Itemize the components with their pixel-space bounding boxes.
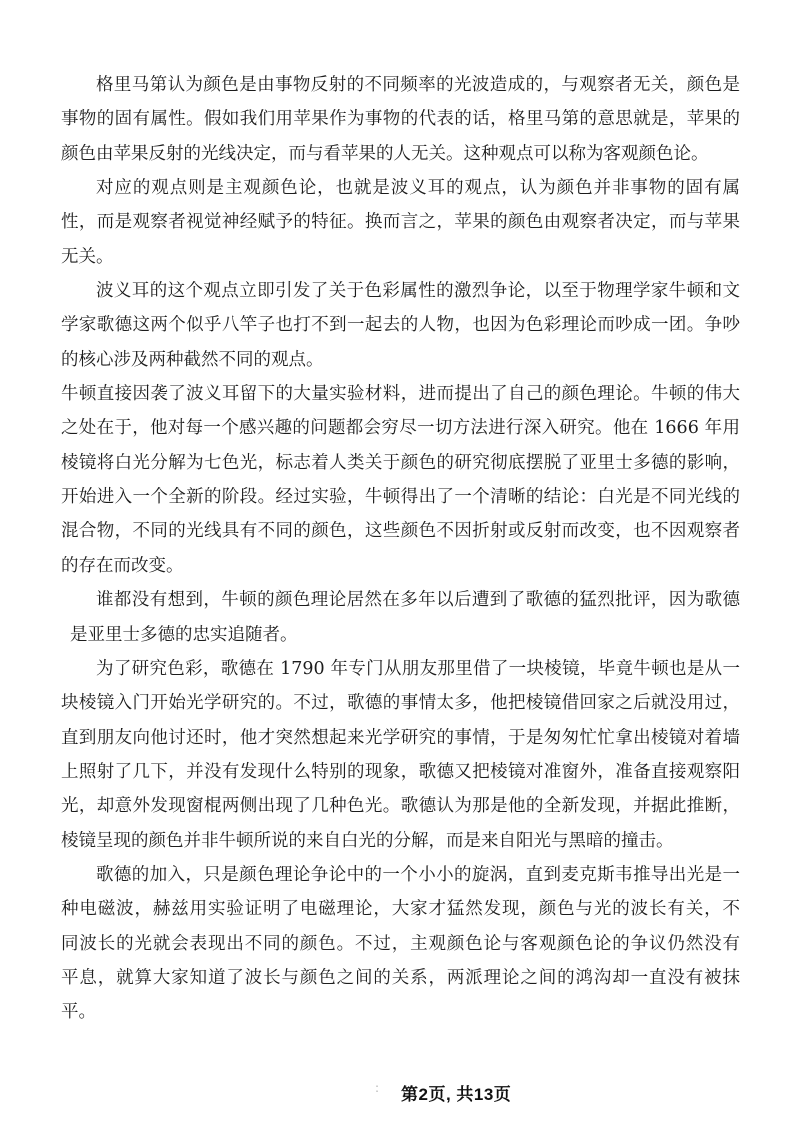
text-line: 的核心涉及两种截然不同的观点。 — [61, 349, 324, 370]
text-line: 种电磁波，赫兹用实验证明了电磁理论，大家才猛然发现，颜色与光的波长有关，不 — [61, 899, 740, 920]
text-line: 学家歌德这两个似乎八竿子也打不到一起去的人物，也因为色彩理论而吵成一团。争吵 — [61, 315, 740, 336]
text-line: 为了研究色彩，歌德在 1790 年专门从朋友那里借了一块棱镜，毕竟牛顿也是从一 — [96, 658, 740, 679]
text-line: 对应的观点则是主观颜色论，也就是波义耳的观点，认为颜色并非事物的固有属 — [96, 178, 740, 199]
page-indicator: 第2页, 共13页 — [401, 1085, 512, 1104]
text-line: 光，却意外发现窗棍两侧出现了几种色光。歌德认为那是他的全新发现，并据此推断， — [61, 796, 740, 817]
text-line: 平。 — [61, 1002, 96, 1023]
text-line: 性，而是观察者视觉神经赋予的特征。换而言之，苹果的颜色由观察者决定，而与苹果 — [61, 212, 740, 233]
text-line: 的存在而改变。 — [61, 555, 184, 576]
page-footer — [0, 1078, 800, 1106]
text-line: 波义耳的这个观点立即引发了关于色彩属性的激烈争论，以至于物理学家牛顿和文 — [96, 281, 740, 302]
text-line: 歌德的加入，只是颜色理论争论中的一个小小的旋涡，直到麦克斯韦推导出光是一 — [96, 864, 740, 885]
text-line: 事物的固有属性。假如我们用苹果作为事物的代表的话，格里马第的意思就是，苹果的 — [61, 109, 740, 130]
text-line: 格里马第认为颜色是由事物反射的不同频率的光波造成的，与观察者无关，颜色是 — [96, 75, 740, 95]
text-line: 牛顿直接因袭了波义耳留下的大量实验材料，进而提出了自己的颜色理论。牛顿的伟大 — [61, 384, 740, 405]
text-line: 颜色由苹果反射的光线决定，而与看苹果的人无关。这种观点可以称为客观颜色论。 — [61, 143, 709, 164]
text-line: 块棱镜入门开始光学研究的。不过，歌德的事情太多，他把棱镜借回家之后就没用过， — [61, 693, 740, 714]
scan-artifact-mark: : — [375, 1081, 380, 1095]
text-line: 无关。 — [61, 246, 114, 267]
text-line: 之处在于，他对每一个感兴趣的问题都会穷尽一切方法进行深入研究。他在 1666 年用 — [61, 418, 740, 439]
text-line: 同波长的光就会表现出不同的颜色。不过，主观颜色论与客观颜色论的争议仍然没有 — [61, 933, 740, 954]
text-line: 开始进入一个全新的阶段。经过实验，牛顿得出了一个清晰的结论：白光是不同光线的 — [61, 487, 740, 508]
text-line: 直到朋友向他讨还时，他才突然想起来光学研究的事情，于是匆匆忙忙拿出棱镜对着墙 — [61, 727, 740, 748]
text-line: 混合物，不同的光线具有不同的颜色，这些颜色不因折射或反射而改变，也不因观察者 — [61, 521, 740, 542]
document-body — [61, 68, 740, 1030]
text-line: 谁都没有想到，牛顿的颜色理论居然在多年以后遭到了歌德的猛烈批评，因为歌德 — [96, 590, 740, 611]
text-line: 是亚里士多德的忠实追随者。 — [70, 624, 298, 645]
text-line: 上照射了几下，并没有发现什么特别的现象，歌德又把棱镜对准窗外，准备直接观察阳 — [61, 761, 740, 782]
text-line: 棱镜呈现的颜色并非牛顿所说的来自白光的分解，而是来自阳光与黑暗的撞击。 — [61, 830, 674, 851]
text-line: 平息，就算大家知道了波长与颜色之间的关系，两派理论之间的鸿沟却一直没有被抹 — [61, 967, 740, 988]
text-line: 棱镜将白光分解为七色光，标志着人类关于颜色的研究彻底摆脱了亚里士多德的影响， — [61, 452, 740, 473]
